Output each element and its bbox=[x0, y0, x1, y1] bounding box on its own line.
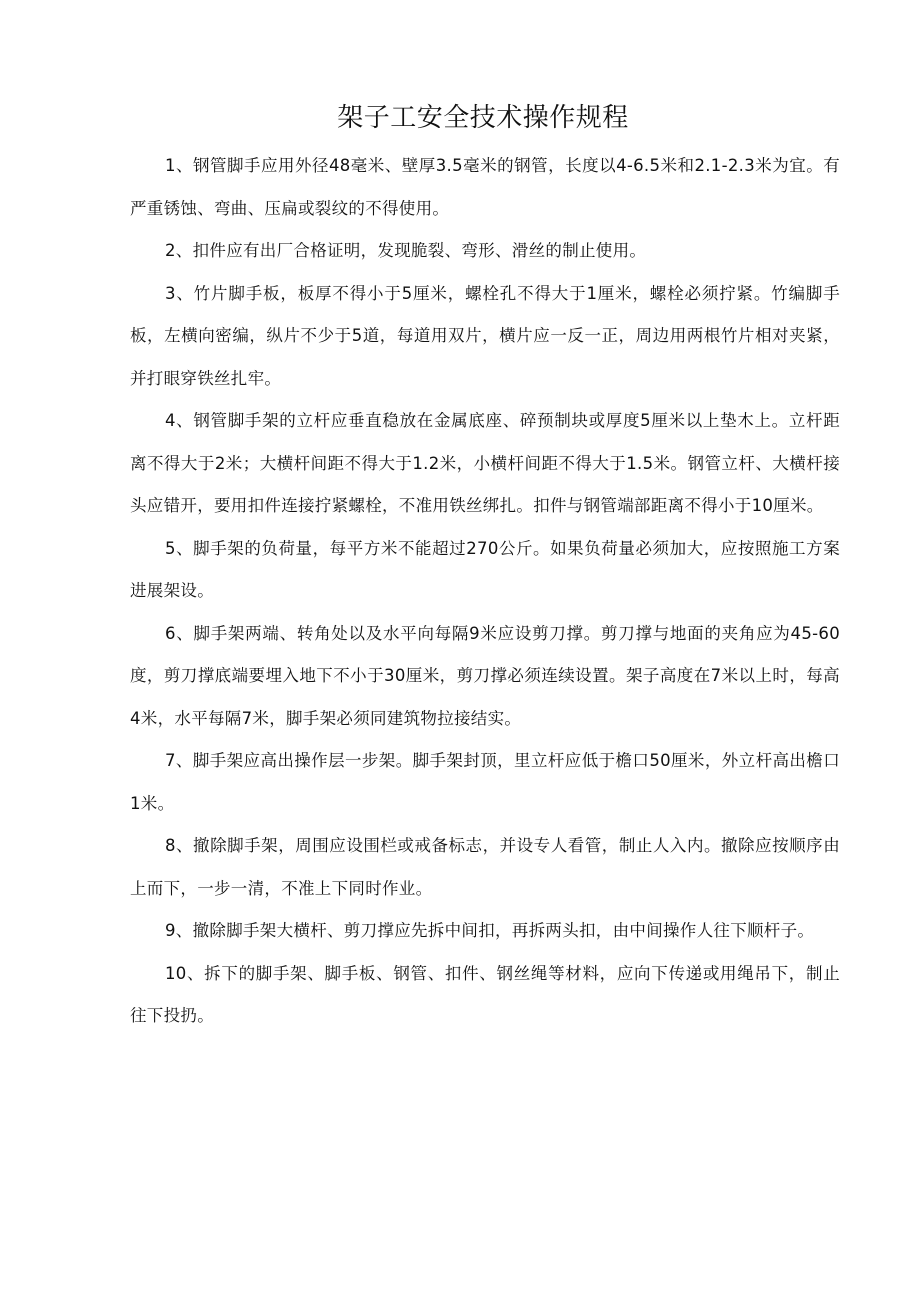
paragraph-6: 6、脚手架两端、转角处以及水平向每隔9米应设剪刀撑。剪刀撑与地面的夹角应为45-60度，剪刀撑底端要埋入地下不小于30厘米，剪刀撑必须连续设置。架子高度在7米以上时，每高4米，水平每隔7米，脚手架必须同建筑物拉接结实。 bbox=[130, 623, 840, 728]
paragraph-2: 2、扣件应有出厂合格证明，发现脆裂、弯形、滑丝的制止使用。 bbox=[165, 241, 647, 260]
paragraph-9: 9、撤除脚手架大横杆、剪刀撑应先拆中间扣，再拆两头扣，由中间操作人往下顺杆子。 bbox=[165, 921, 815, 940]
paragraph-7: 7、脚手架应高出操作层一步架。脚手架封顶，里立杆应低于檐口50厘米，外立杆高出檐口1米。 bbox=[130, 751, 840, 813]
document-body bbox=[130, 145, 840, 1038]
paragraph-3: 3、竹片脚手板，板厚不得小于5厘米，螺栓孔不得大于1厘米，螺栓必须拧紧。竹编脚手板，左横向密编，纵片不少于5道，每道用双片，横片应一反一正，周边用两根竹片相对夹紧，并打眼穿铁丝扎牢。 bbox=[130, 283, 840, 388]
document-title: 架子工安全技术操作规程 bbox=[337, 103, 629, 133]
paragraph-5: 5、脚手架的负荷量，每平方米不能超过270公斤。如果负荷量必须加大，应按照施工方案进展架设。 bbox=[130, 538, 840, 600]
paragraph-8: 8、撤除脚手架，周围应设围栏或戒备标志，并设专人看管，制止人入内。撤除应按顺序由上而下，一步一清，不准上下同时作业。 bbox=[130, 836, 840, 898]
paragraph-4: 4、钢管脚手架的立杆应垂直稳放在金属底座、碎预制块或厚度5厘米以上垫木上。立杆距离不得大于2米；大横杆间距不得大于1.2米，小横杆间距不得大于1.5米。钢管立杆、大横杆接头应错开，要用扣件连接拧紧螺栓，不准用铁丝绑扎。扣件与钢管端部距离不得小于10厘米。 bbox=[130, 411, 840, 515]
paragraph-10: 10、拆下的脚手架、脚手板、钢管、扣件、钢丝绳等材料，应向下传递或用绳吊下，制止往下投扔。 bbox=[130, 963, 840, 1025]
paragraph-1: 1、钢管脚手应用外径48毫米、壁厚3.5毫米的钢管，长度以4-6.5米和2.1-2.3米为宜。有严重锈蚀、弯曲、压扁或裂纹的不得使用。 bbox=[130, 156, 840, 218]
